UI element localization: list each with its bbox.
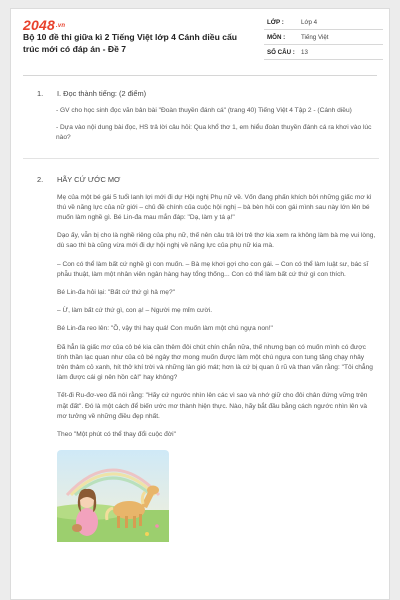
meta-table	[264, 15, 383, 60]
meta-key: SỐ CÂU :	[267, 48, 295, 56]
document-header	[11, 9, 389, 67]
section-title: HÃY CỨ ƯỚC MƠ	[57, 174, 121, 184]
flower	[155, 524, 159, 528]
section-1-paragraph: - GV cho học sinh đọc văn bản bài "Đoàn thuyền đánh cá" (trang 40) Tiếng Việt 4 Tập 2 - (Cánh diều)	[56, 107, 352, 114]
girl-dress	[76, 508, 98, 536]
meta-value: 13	[301, 48, 308, 56]
pony-leg	[117, 516, 120, 528]
puppy	[72, 524, 82, 532]
meta-row-class	[264, 15, 383, 30]
pony-head	[147, 486, 159, 495]
story-illustration	[57, 450, 169, 542]
site-logo[interactable]	[23, 17, 65, 33]
section-2	[23, 175, 379, 548]
meta-key: MÔN :	[267, 33, 286, 41]
reading-passage	[57, 193, 377, 441]
logo-text: 2048	[23, 17, 55, 33]
section-2-heading	[37, 175, 379, 185]
passage-paragraph: Bé Lin-đa reo lên: "Ồ, vậy thì hay quá! Con muốn làm một chú ngựa non!"	[57, 325, 273, 333]
passage-source: Theo "Một phút có thể thay đổi cuộc đời"	[57, 431, 176, 439]
meta-row-subject	[264, 30, 383, 45]
meta-row-question-count	[264, 45, 383, 60]
passage-paragraph: Mẹ của một bé gái 5 tuổi lanh lợi mới đi dự Hội nghị Phụ nữ về. Vốn đang phấn khích bởi những giấc mơ kì thú về năng lực của nữ giới – chủ đề chính của cuộc hội nghị – bà bèn hỏi con gái mình sau này lớn lên bé muốn làm nghề gì. Bé Lin-đa mau mắn đáp: "Dạ, làm y tá ạ!"	[57, 193, 372, 222]
meta-key: LỚP :	[267, 18, 284, 26]
document-page	[10, 8, 390, 600]
pony-leg	[125, 516, 128, 528]
section-number: 1.	[37, 89, 44, 98]
passage-paragraph: – Con có thể làm bất cứ nghề gì con muốn. – Bà mẹ khơi gợi cho con gái. – Con có thể làm luật sư, bác sĩ phẫu thuật, làm một nhân viên ngân hàng hay tổng thống... Con có thể làm bất cứ thứ gì con thích.	[57, 260, 369, 278]
document-content	[23, 83, 379, 547]
flower	[145, 532, 149, 536]
passage-paragraph: Tết-đi Ru-đơ-veo đã nói rằng: "Hãy cứ ngước nhìn lên các vì sao và nhớ giữ cho đôi chân đứng vững trên mặt đất". Đó là một cách để biến ước mơ thành hiện thực. Nào, hãy bắt đầu bằng cách ngước nhìn lên và mơ tưởng về những điều đẹp nhất.	[57, 392, 368, 420]
passage-paragraph: Đã hẳn là giấc mơ của cô bé kia cần thêm đôi chút chín chắn nữa, thế nhưng bạn có muốn mình có được tính thần lạc quan như của cô bé ngây thơ mong muốn được làm một chú ngựa con tung tăng chạy nhảy trên thảm cỏ xanh, hít thở khí trời và những làn gió mát; hơn là cứ bị quan ủ rũ và than vãn rằng: "Tôi chẳng làm được cái gì nên hồn cả!" hay không?	[57, 343, 373, 382]
header-divider	[23, 75, 377, 76]
section-number: 2.	[37, 174, 44, 184]
meta-value: Lớp 4	[301, 18, 318, 26]
pony-leg	[133, 516, 136, 528]
logo-tld: .vn	[55, 23, 66, 29]
section-1-heading	[37, 89, 379, 99]
pony-leg	[139, 514, 142, 526]
passage-paragraph: Bé Lin-đa hỏi lại: "Bất cứ thứ gì hả mẹ?"	[57, 289, 175, 297]
document-title: Bộ 10 đề thi giữa kì 2 Tiếng Việt lớp 4 Cánh diều cấu trúc mới có đáp án - Đề 7	[23, 32, 238, 54]
section-separator	[23, 158, 379, 159]
section-1	[23, 89, 379, 144]
passage-paragraph: Dạo ấy, vẫn bị cho là nghề riêng của phụ nữ, thế nên câu trả lời trẻ thơ kia xem ra không làm bà mẹ vui lòng, dù sao thì bà cũng vừa mới đi dự hội nghị về năng lực của phụ nữ kia mà.	[57, 232, 376, 250]
section-title: I. Đọc thành tiếng: (2 điểm)	[57, 89, 147, 98]
meta-value: Tiếng Việt	[301, 33, 329, 41]
section-1-paragraph: - Dựa vào nội dung bài đọc, HS trả lời câu hỏi: Qua khổ thơ 1, em hiểu đoàn thuyền đánh cá ra khơi vào lúc nào?	[56, 124, 372, 142]
passage-paragraph: – Ừ, làm bất cứ thứ gì, con ạ! – Người mẹ mỉm cười.	[57, 307, 213, 315]
